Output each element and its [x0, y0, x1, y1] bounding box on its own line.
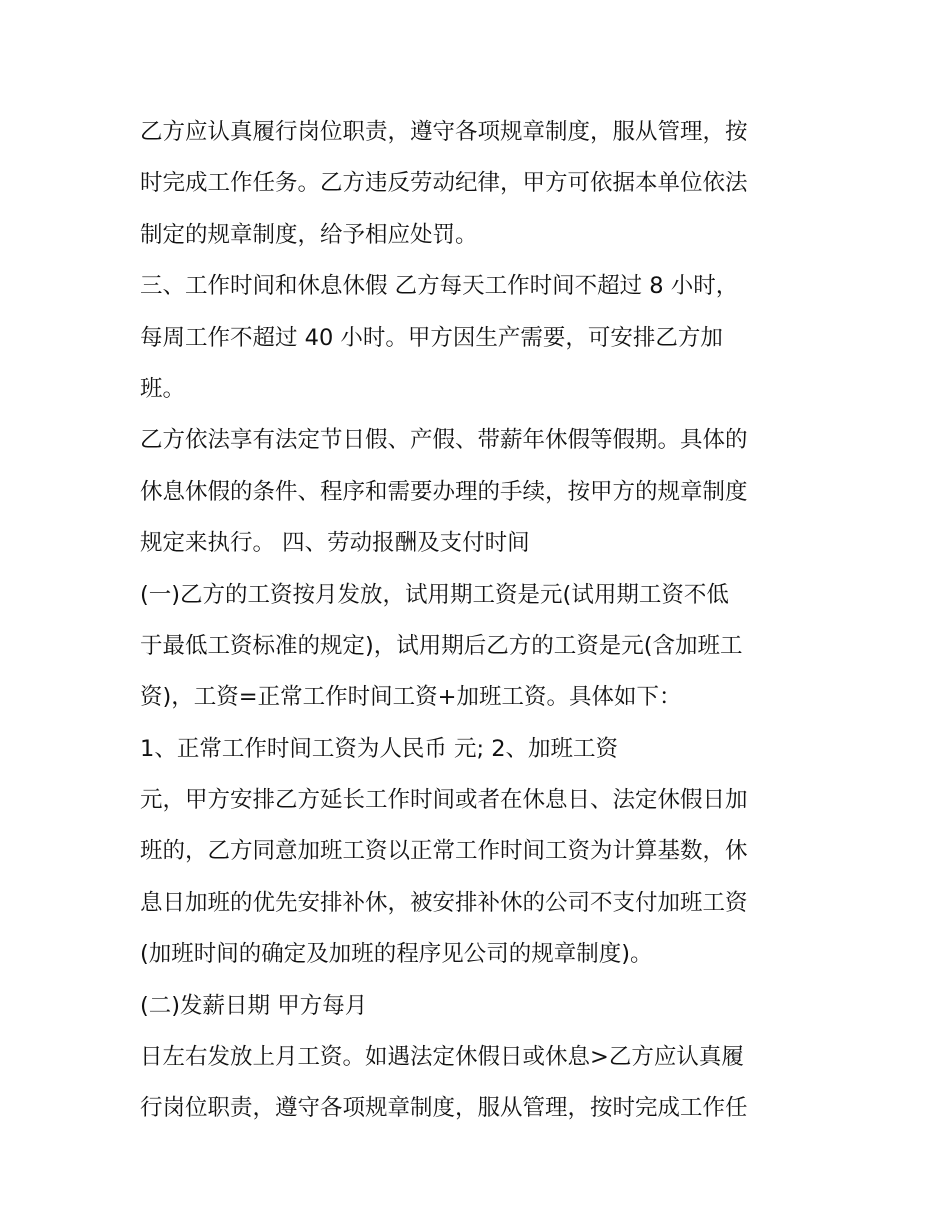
text-line: 元，甲方安排乙方延长工作时间或者在休息日、法定休假日加 — [140, 787, 748, 814]
text-line: (加班时间的确定及加班的程序见公司的规章制度)。 — [140, 941, 653, 968]
text-line: 每周工作不超过 40 小时。甲方因生产需要，可安排乙方加 — [140, 324, 723, 351]
text-line: 1、正常工作时间工资为人民币 元; 2、加班工资 — [140, 735, 619, 762]
text-line: 班的，乙方同意加班工资以正常工作时间工资为计算基数，休 — [140, 838, 748, 865]
text-line: 乙方应认真履行岗位职责，遵守各项规章制度，服从管理，按 — [140, 119, 748, 145]
text-line: 行岗位职责，遵守各项规章制度，服从管理，按时完成工作任 — [140, 1095, 748, 1122]
text-line: (一)乙方的工资按月发放，试用期工资是元(试用期工资不低 — [140, 581, 729, 608]
text-line: 乙方依法享有法定节日假、产假、带薪年休假等假期。具体的 — [140, 427, 748, 454]
text-line: (二)发薪日期 甲方每月 — [140, 992, 368, 1019]
text-line: 时完成工作任务。乙方违反劳动纪律，甲方可依据本单位依法 — [140, 170, 748, 197]
text-line: 班。 — [140, 375, 186, 402]
document-body — [140, 107, 820, 1135]
text-line: 日左右发放上月工资。如遇法定休假日或休息>乙方应认真履 — [140, 1044, 744, 1071]
text-line: 于最低工资标准的规定)，试用期后乙方的工资是元(含加班工 — [140, 632, 743, 659]
text-line: 制定的规章制度，给予相应处罚。 — [140, 221, 478, 248]
text-line: 息日加班的优先安排补休，被安排补休的公司不支付加班工资 — [140, 889, 748, 916]
text-line: 资)，工资=正常工作时间工资+加班工资。具体如下： — [140, 684, 682, 711]
section-heading-line: 三、工作时间和休息休假 乙方每天工作时间不超过 8 小时， — [140, 273, 739, 300]
text-line: 休息休假的条件、程序和需要办理的手续，按甲方的规章制度 — [140, 478, 748, 505]
section-heading-line: 规定来执行。 四、劳动报酬及支付时间 — [140, 530, 530, 557]
